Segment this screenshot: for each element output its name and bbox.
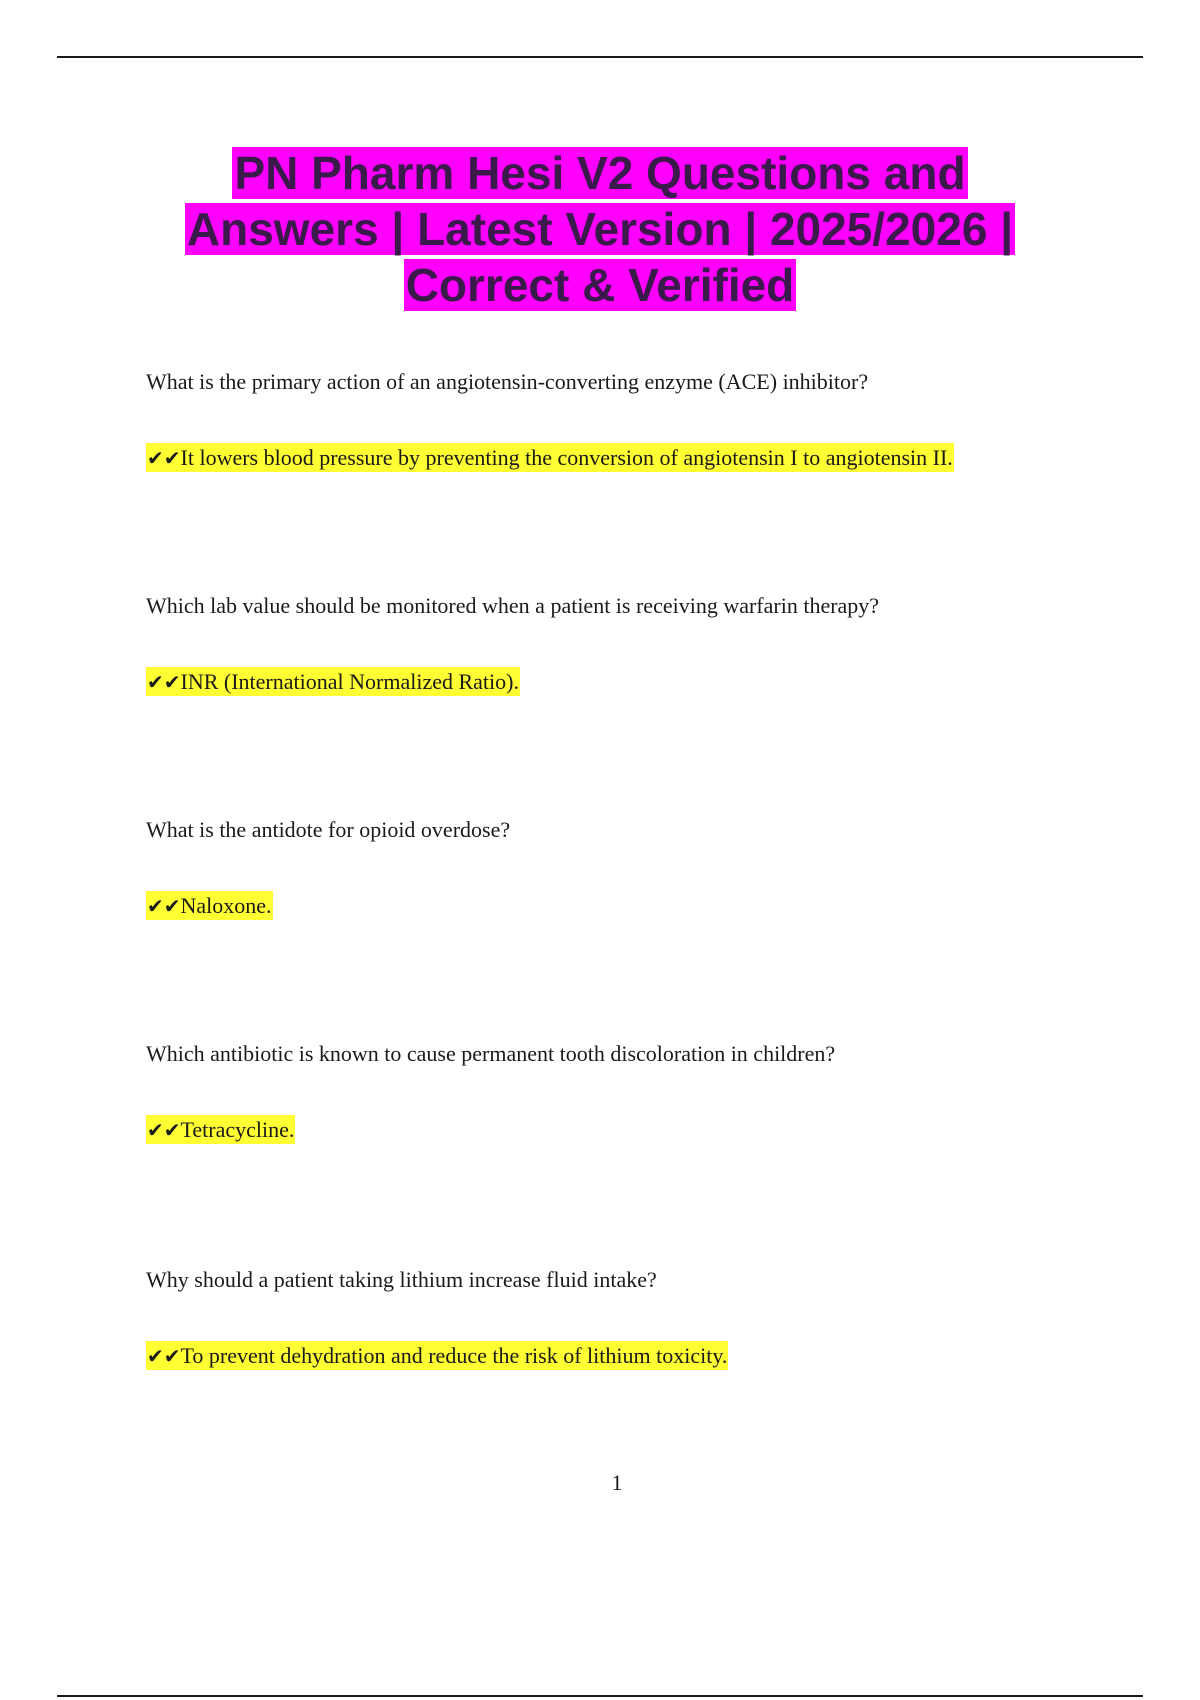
qa-item [146, 1040, 1076, 1144]
answer-text: Naloxone. [180, 893, 272, 918]
question-text: What is the antidote for opioid overdose? [146, 817, 511, 842]
answer-highlight [146, 443, 954, 472]
answer [146, 892, 1076, 920]
answer-highlight [146, 1115, 295, 1144]
document-title [100, 145, 1100, 313]
qa-item [146, 368, 1076, 472]
title-line-1: PN Pharm Hesi V2 Questions and [234, 147, 966, 199]
answer-text: INR (International Normalized Ratio). [180, 669, 519, 694]
answer-text: It lowers blood pressure by preventing the conversion of angiotensin I to angiotensin II. [180, 445, 953, 470]
qa-item [146, 1266, 1076, 1370]
question-text: Why should a patient taking lithium increase fluid intake? [146, 1267, 657, 1292]
page-number: 1 [611, 1470, 623, 1495]
answer-text: Tetracycline. [180, 1117, 295, 1142]
answer-highlight [146, 891, 273, 920]
double-check-icon: ✔✔ [147, 1118, 181, 1142]
top-rule [57, 56, 1143, 58]
double-check-icon: ✔✔ [147, 1344, 181, 1368]
title-line-3: Correct & Verified [405, 259, 795, 311]
answer-highlight [146, 1341, 728, 1370]
answer [146, 444, 1076, 472]
bottom-rule [57, 1695, 1143, 1697]
answer [146, 668, 1076, 696]
double-check-icon: ✔✔ [147, 446, 181, 470]
qa-item [146, 592, 1076, 696]
question-text: Which antibiotic is known to cause permanent tooth discoloration in children? [146, 1041, 836, 1066]
qa-item [146, 816, 1076, 920]
double-check-icon: ✔✔ [147, 894, 181, 918]
answer [146, 1116, 1076, 1144]
answer [146, 1342, 1076, 1370]
answer-highlight [146, 667, 520, 696]
answer-text: To prevent dehydration and reduce the risk of lithium toxicity. [180, 1343, 728, 1368]
double-check-icon: ✔✔ [147, 670, 181, 694]
question-text: Which lab value should be monitored when a patient is receiving warfarin therapy? [146, 593, 880, 618]
question-text: What is the primary action of an angiotensin-converting enzyme (ACE) inhibitor? [146, 369, 869, 394]
title-line-2: Answers | Latest Version | 2025/2026 | [186, 203, 1014, 255]
